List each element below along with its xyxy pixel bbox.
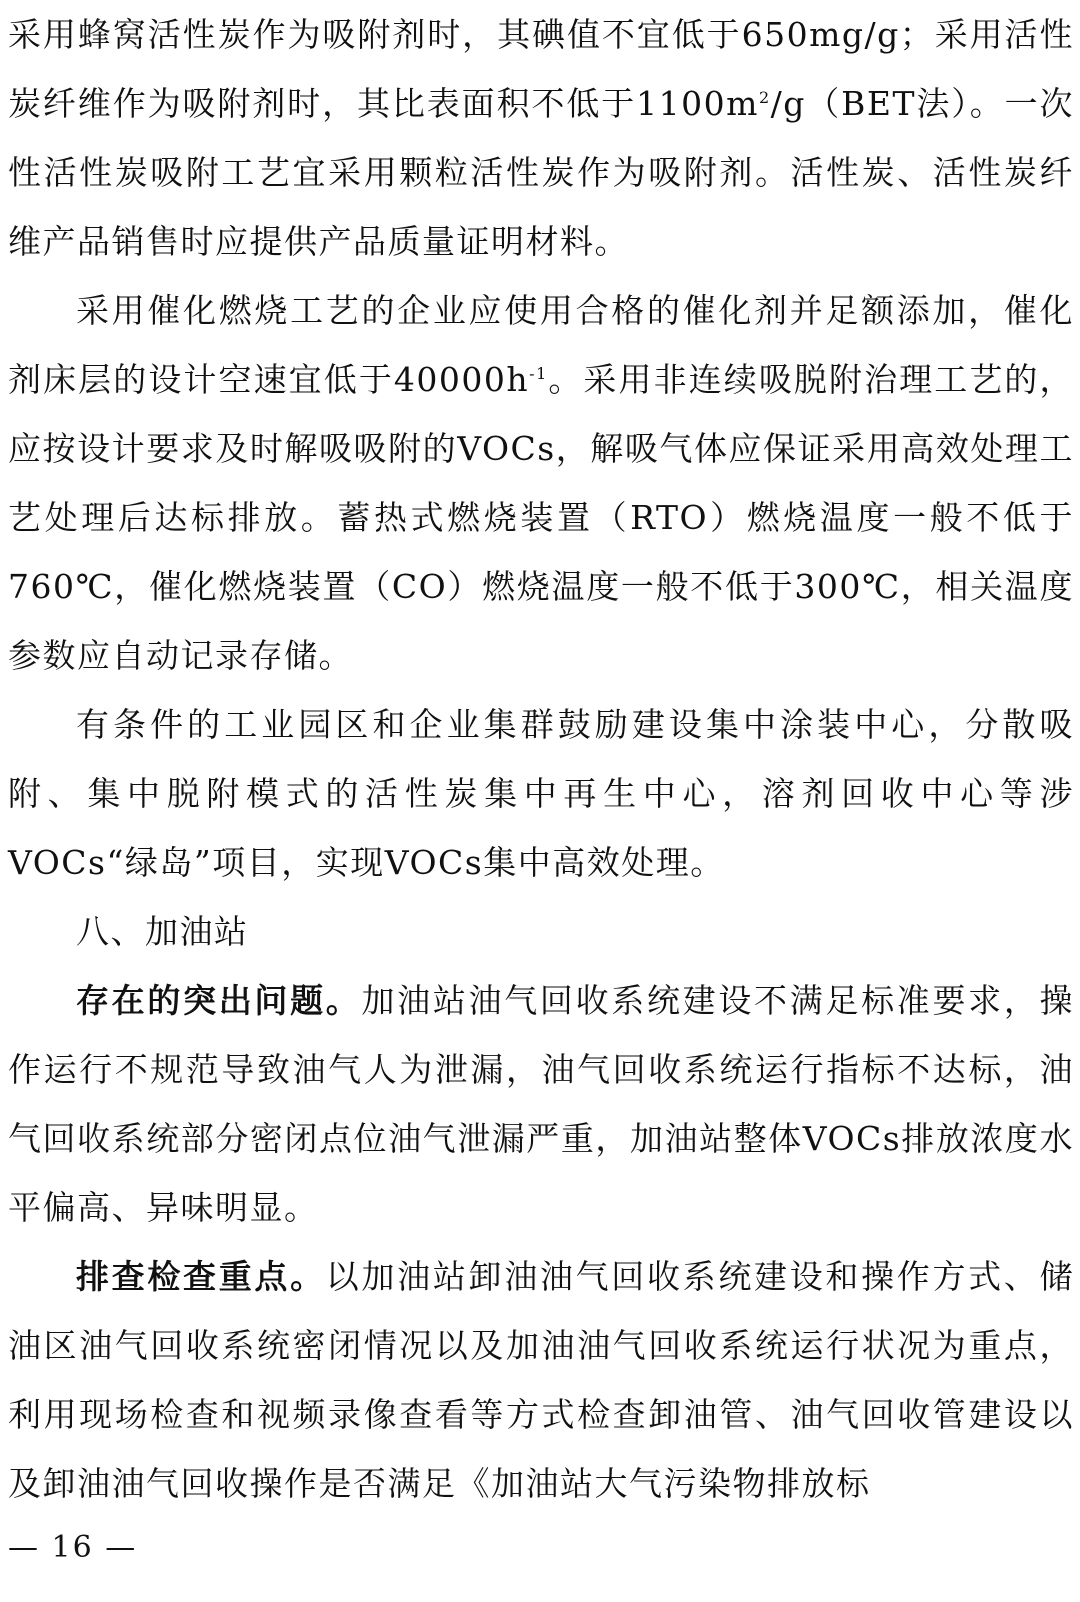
paragraph-text: 以加油站卸油油气回收系统建设和操作方式、储油区油气回收系统密闭情况以及加油油气回收系统运行状况为重点，利用现场检查和视频录像查看等方式检查卸油管、油气回收管建设以及卸油油气回收操作是否满足《加油站大气污染物排放标	[8, 1257, 1075, 1503]
superscript: -1	[529, 364, 548, 383]
paragraph-text: /g（BET法）。一次性活性炭吸附工艺宜采用颗粒活性炭作为吸附剂。活性炭、活性炭纤维产品销售时应提供产品质量证明材料。	[8, 84, 1075, 261]
paragraph-text: 加油站油气回收系统建设不满足标准要求，操作运行不规范导致油气人为泄漏，油气回收系统运行指标不达标，油气回收系统部分密闭点位油气泄漏严重，加油站整体VOCs排放浓度水平偏高、异味明显。	[8, 981, 1075, 1227]
body-text	[8, 0, 1074, 1518]
page-number: — 16 —	[8, 1530, 138, 1565]
superscript: 2	[758, 88, 771, 107]
paragraph-text: 采用蜂窝活性炭作为吸附剂时，其碘值不宜低于650mg/g；采用活性炭纤维作为吸附剂时，其比表面积不低于1100m	[8, 15, 1074, 123]
paragraph-green-island: 有条件的工业园区和企业集群鼓励建设集中涂装中心，分散吸附、集中脱附模式的活性炭集中再生中心，溶剂回收中心等涉VOCs“绿岛”项目，实现VOCs集中高效处理。	[8, 705, 1074, 882]
paragraph-lead: 存在的突出问题。	[76, 981, 362, 1020]
paragraph-problems	[8, 966, 1074, 1242]
section-heading: 八、加油站	[76, 912, 249, 951]
paragraph-text: 。采用非连续吸脱附治理工艺的，应按设计要求及时解吸吸附的VOCs，解吸气体应保证采用高效处理工艺处理后达标排放。蓄热式燃烧装置（RTO）燃烧温度一般不低于760℃，催化燃烧装置（CO）燃烧温度一般不低于300℃，相关温度参数应自动记录存储。	[8, 360, 1075, 675]
paragraph-text: 采用催化燃烧工艺的企业应使用合格的催化剂并足额添加，催化剂床层的设计空速宜低于40000h	[8, 291, 1074, 399]
paragraph-inspection-focus	[8, 1242, 1074, 1518]
paragraph-catalytic-combustion	[8, 276, 1074, 690]
paragraph-activated-carbon	[8, 0, 1074, 276]
paragraph-lead: 排查检查重点。	[76, 1257, 326, 1296]
